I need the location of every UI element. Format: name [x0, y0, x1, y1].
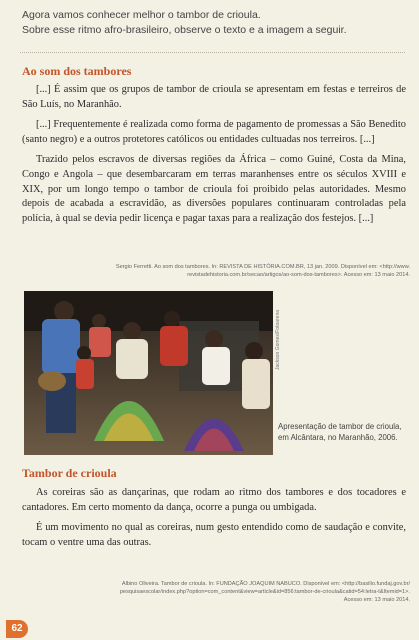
source-citation-ferretti [60, 263, 410, 279]
source-line: pesquisaescolar/index.php?option=com_content&view=article&id=856:tambor-de-crioula&catid=54:letra-t&Itemid=1>. [119, 589, 410, 595]
intro-line-1: Agora vamos conhecer melhor o tambor de crioula. [22, 9, 261, 21]
intro-text [22, 8, 402, 38]
photo-credit: Jackson Gomes/Fotoarena [275, 309, 281, 370]
section-body-tambor [22, 486, 406, 556]
paragraph: [...] Frequentemente é realizada como forma de pagamento de promessas a São Benedito (santo negro) e a outros protetores católicos ou entidades cultuadas nos terreiros. [...] [22, 119, 406, 145]
paragraph: Trazido pelos escravos de diversas regiões da África – como Guiné, Costa da Mina, Congo e Angola – que desembarcaram em terras maranhenses entre os séculos XVIII e XIX, por um longo tempo o tambor de crioula foi proibido pelas autoridades. Mesmo depois de acabada a escravidão, as diversões populares continuaram controladas pela polícia, à qual se devia pedir licença e pagar taxas para a realização dos festejos. [...] [22, 154, 406, 224]
paragraph: É um movimento no qual as coreiras, num gesto entendido como de saudação e convite, tocam o ventre uma das outras. [22, 522, 406, 548]
section-body-ao-som [22, 83, 406, 232]
paragraph: [...] É assim que os grupos de tambor de crioula se apresentam em festas e terreiros de São Luís, no Maranhão. [22, 84, 406, 110]
source-line: Albino Oliveira. Tambor de crioula. In: FUNDAÇÃO JOAQUIM NABUCO. Disponível em: <http://basilio.fundaj.gov.br/ [121, 581, 410, 587]
source-line: revistadehistoria.com.br/secao/artigos/ao-som-dos-tambores>. Acesso em: 13 maio 2014. [187, 272, 410, 278]
source-line: Acesso em: 13 maio 2014. [343, 597, 410, 603]
page-number-badge: 62 [6, 620, 28, 638]
photo-caption: Apresentação de tambor de crioula, em Alcântara, no Maranhão, 2006. [278, 422, 402, 442]
section-title-ao-som: Ao som dos tambores [22, 64, 132, 78]
dance-photo [24, 291, 273, 455]
paragraph: As coreiras são as dançarinas, que rodam ao ritmo dos tambores e dos tocadores e cantadores. Em certo momento da dança, ocorre a punga ou umbigada. [22, 487, 406, 513]
intro-line-2: Sobre esse ritmo afro-brasileiro, observe o texto e a imagem a seguir. [22, 24, 347, 36]
source-line: Sergio Ferretti. Ao som dos tambores. In: REVISTA DE HISTÓRIA.COM.BR, 13 jan. 2009. Disponível em: <http://www. [115, 264, 410, 270]
divider [20, 52, 405, 53]
section-title-tambor: Tambor de crioula [22, 466, 117, 480]
source-citation-oliveira [60, 580, 410, 604]
